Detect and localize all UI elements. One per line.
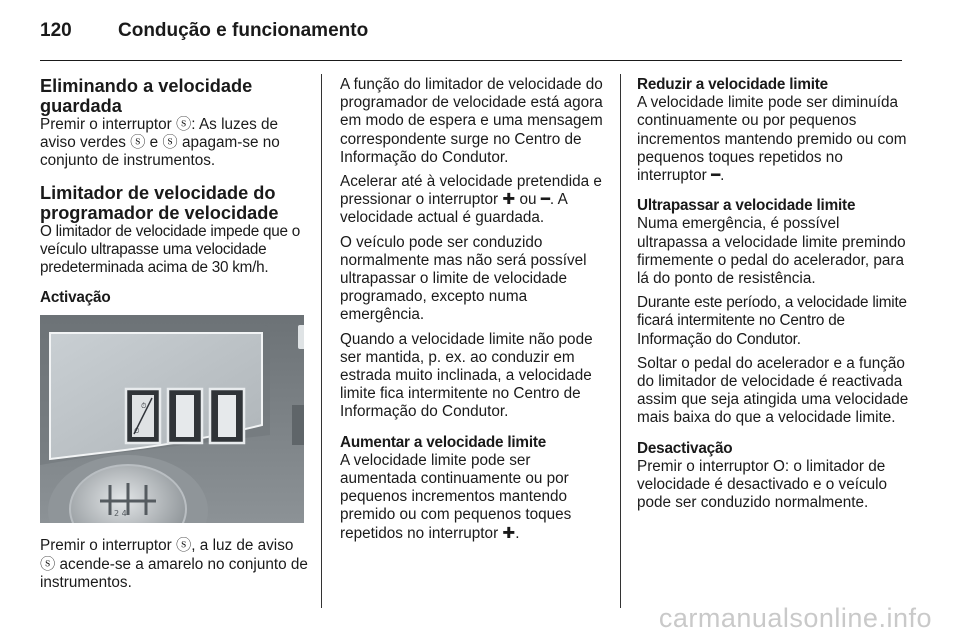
- heading-desactivacao: Desactivação: [637, 439, 733, 457]
- paragraph-col2-3: O veículo pode ser conduzido normalmente mas não será possível ultrapassar o limite de velocidade programado, excepto numa emergência.: [340, 233, 587, 324]
- heading-reduzir: Reduzir a velocidade limite: [637, 76, 828, 93]
- heading-eliminando-line1: Eliminando a velocidade: [40, 76, 253, 96]
- paragraph-limitador: O limitador de velocidade impede que o veículo ultrapasse uma velocidade predeterminada acima de 30 km/h.: [40, 222, 301, 277]
- svg-text:⏱: ⏱: [141, 402, 147, 411]
- gear-label-text: 2 4: [114, 509, 127, 519]
- paragraph-col2-1: A função do limitador de velocidade do programador de velocidade está agora em modo de espera e uma mensagem correspondente surge no Centro de Informação do Condutor.: [340, 76, 603, 166]
- dashboard-switch-illustration: [40, 315, 304, 523]
- column-divider-1: [321, 74, 322, 608]
- watermark-text: carmanualsonline.info: [658, 603, 932, 633]
- paragraph-activacao: Premir o interruptor ⓢ, a luz de aviso ⓢ acende-se a amarelo no conjunto de instrumentos.: [40, 537, 308, 591]
- heading-limitador-line1: Limitador de velocidade do: [40, 182, 276, 203]
- column-3: [637, 76, 909, 518]
- paragraph-ultrapassar-1: Numa emergência, é possível ultrapassa a velocidade limite premindo firmemente o pedal do acelerador, para lá do ponto de resistência.: [637, 215, 906, 288]
- column-divider-2: [620, 74, 621, 608]
- heading-limitador-line2: programador de velocidade: [40, 202, 279, 223]
- paragraph-reduzir: A velocidade limite pode ser diminuída continuamente ou por pequenos incrementos mantendo premido ou com pequenos toques repetidos no interruptor ━.: [637, 94, 907, 185]
- limiter-switch-group: [126, 389, 244, 443]
- column-2: [340, 76, 608, 549]
- heading-activacao: Activação: [40, 289, 111, 307]
- chapter-title: Condução e funcionamento: [118, 20, 369, 41]
- paragraph-col2-2: Acelerar até à velocidade pretendida e pressionar o interruptor ✚ ou ━. A velocidade actual é guardada.: [340, 173, 602, 227]
- heading-aumentar: Aumentar a velocidade limite: [340, 433, 547, 451]
- svg-text:⏱: ⏱: [134, 427, 140, 436]
- heading-eliminando: [40, 76, 308, 116]
- heading-limitador: [40, 183, 308, 223]
- heading-eliminando-line2: guardada: [40, 96, 122, 116]
- switch-panel-drawing: [40, 315, 304, 523]
- paragraph-desactivacao: Premir o interruptor O: o limitador de velocidade é desactivado e o veículo pode ser conduzido normalmente.: [637, 457, 888, 512]
- page-number: 120: [40, 20, 72, 41]
- paragraph-col2-4: Quando a velocidade limite não pode ser mantida, p. ex. ao conduzir em estrada muito inclinada, a velocidade limite fica intermitente no Centro de Informação do Condutor.: [340, 330, 593, 421]
- paragraph-ultrapassar-3: Soltar o pedal do acelerador e a função do limitador de velocidade é reactivada assim que seja atingida uma velocidade mais baixa do que a velocidade limite.: [637, 354, 909, 427]
- paragraph-ultrapassar-2: Durante este período, a velocidade limite ficará intermitente no Centro de Informação do Condutor.: [637, 294, 907, 348]
- paragraph-eliminando: Premir o interruptor ⓢ: As luzes de aviso verdes ⓢ e ⓢ apagam-se no conjunto de instrumentos.: [40, 116, 280, 170]
- paragraph-aumentar: A velocidade limite pode ser aumentada continuamente ou por pequenos incrementos mantendo premido ou com pequenos toques repetidos no interruptor ✚.: [340, 451, 572, 542]
- heading-ultrapassar: Ultrapassar a velocidade limite: [637, 197, 856, 215]
- header-rule: [40, 60, 902, 61]
- page-header: [40, 20, 368, 50]
- column-1: [40, 76, 308, 598]
